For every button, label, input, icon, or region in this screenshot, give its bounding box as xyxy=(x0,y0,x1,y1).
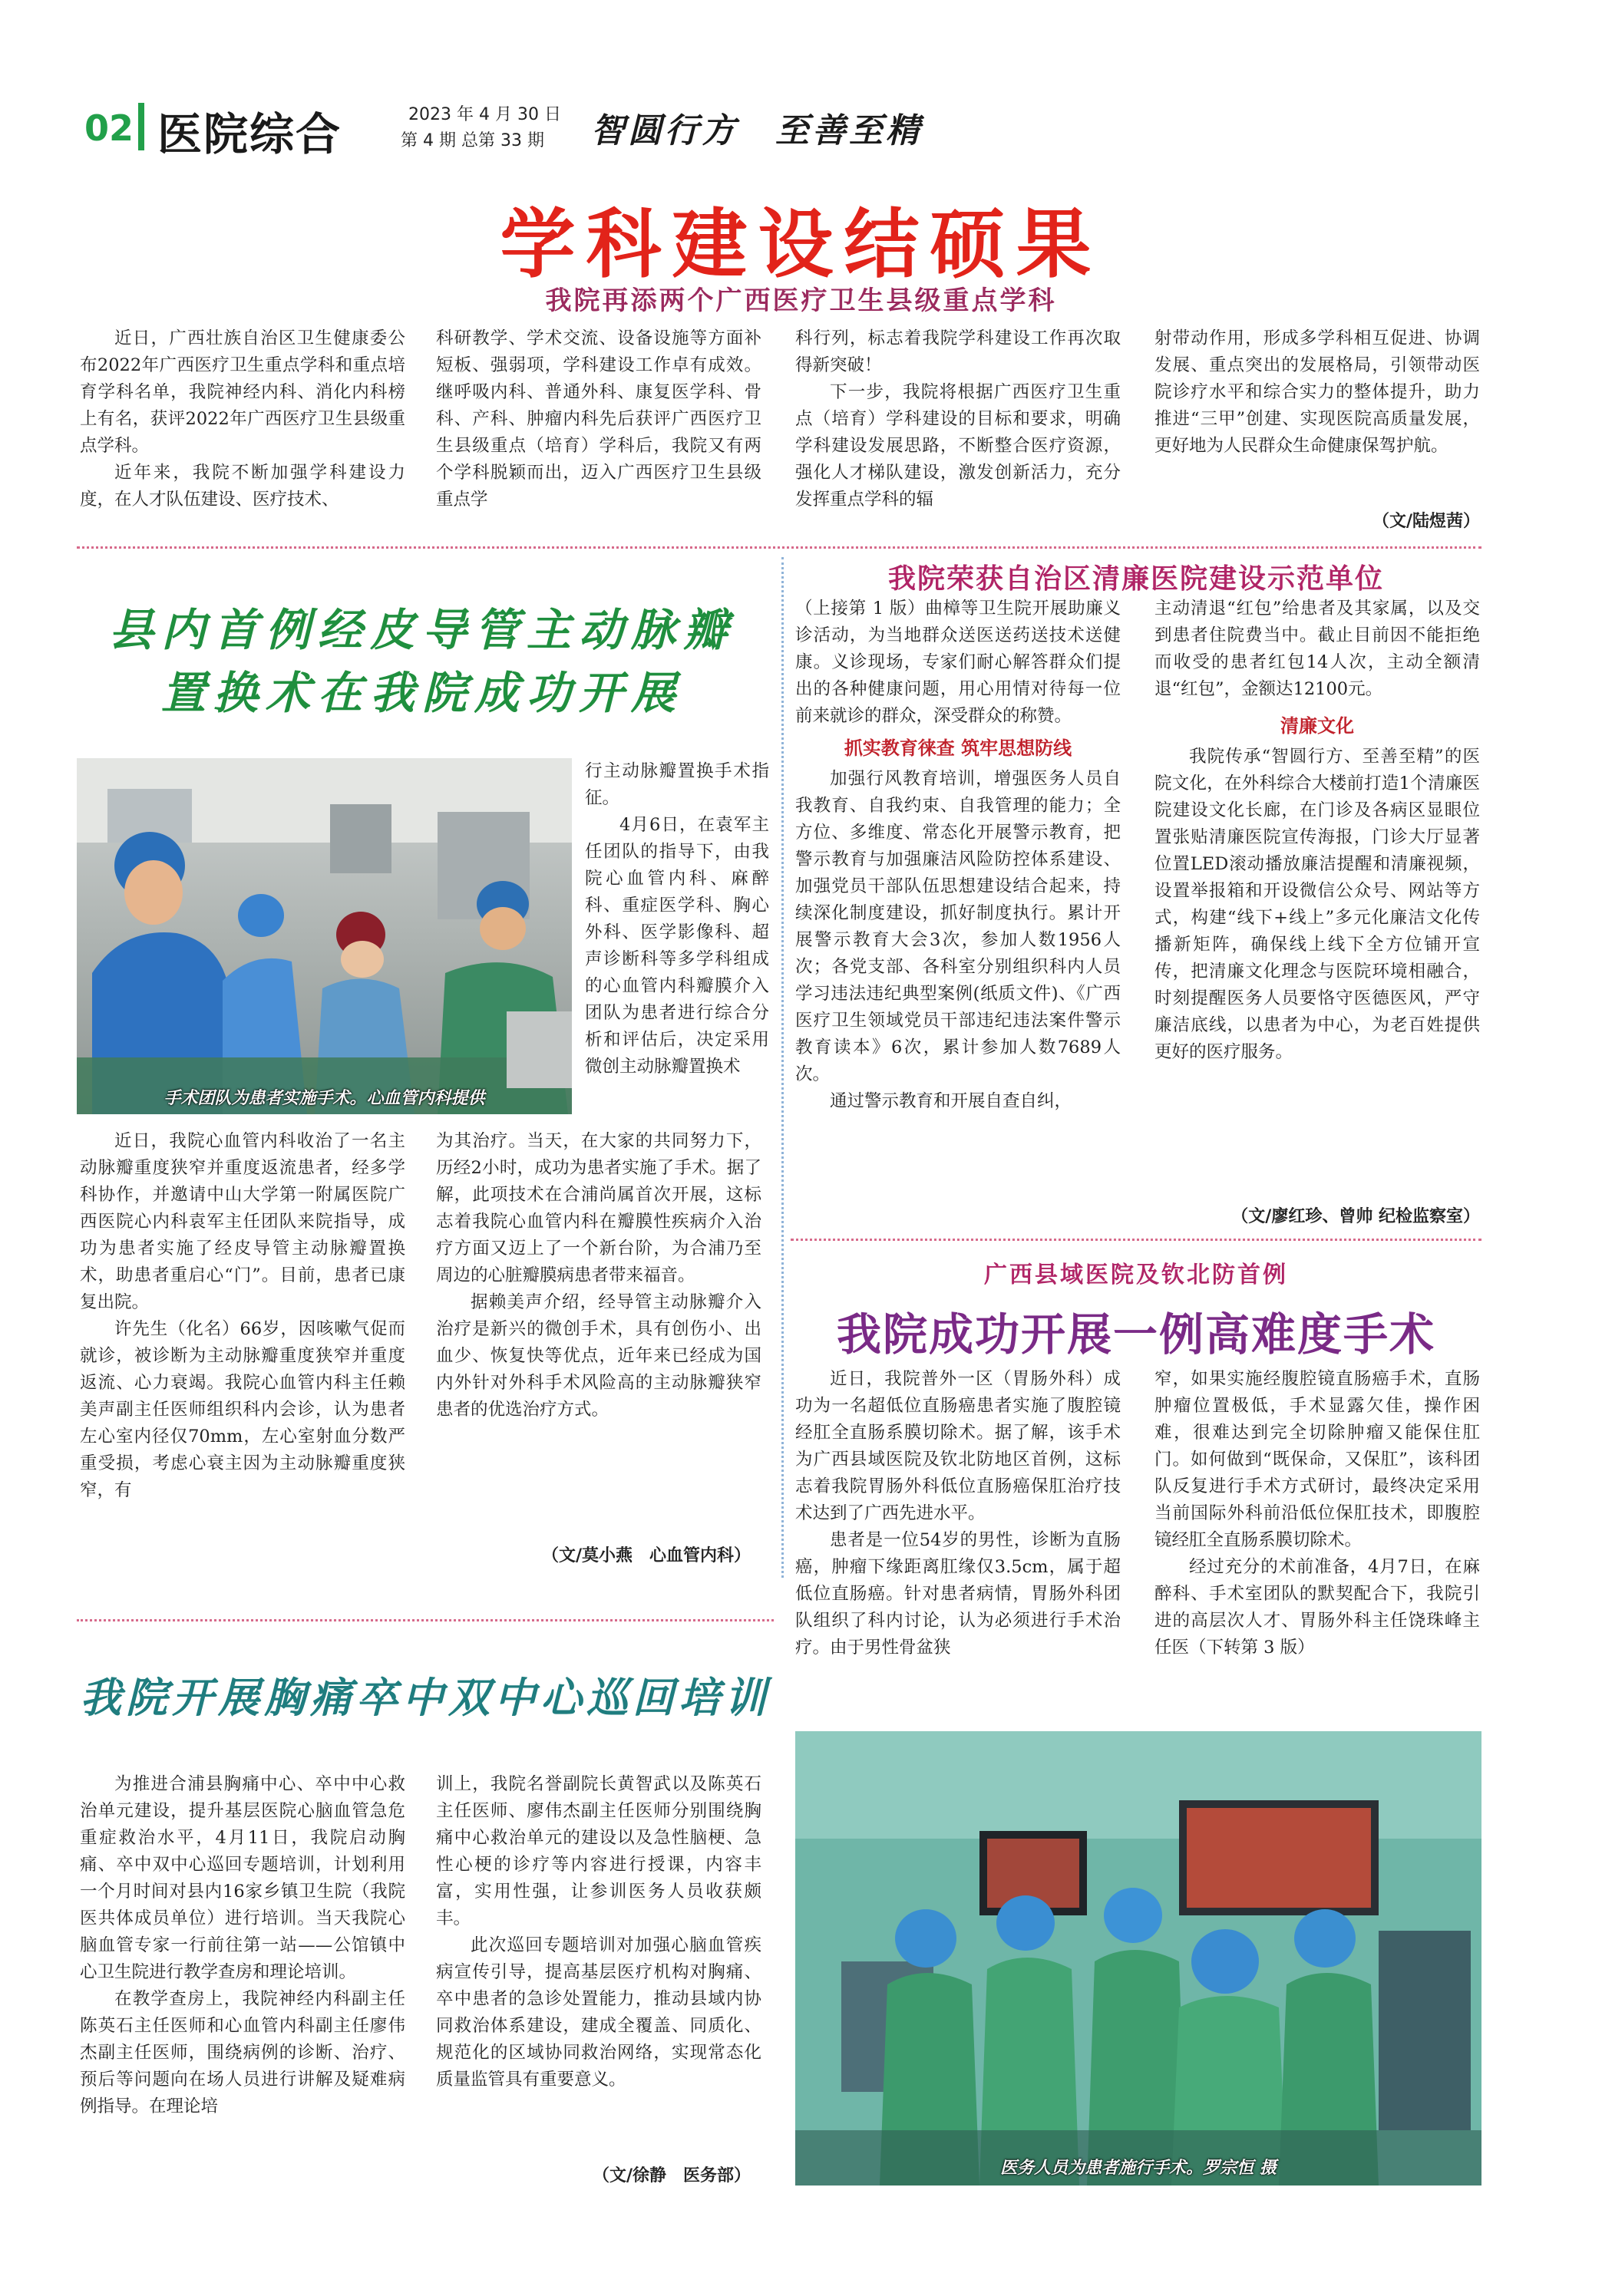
subheading: 清廉文化 xyxy=(1280,714,1354,737)
paragraph: 窄，如果实施经腹腔镜直肠癌手术，直肠肿瘤位置极低，手术显露欠佳，操作困难，很难达到完全切除肿瘤又能保住肛门。如何做到“既保命，又保肛”，该科团队反复进行手术方式研讨，最终决定采用当前国际外科前沿低位保肛技术，即腹腔镜经肛全直肠系膜切除术。 xyxy=(1154,1369,1480,1550)
valve-side-column xyxy=(585,758,769,1128)
paragraph: 患者是一位54岁的男性，诊断为直肠癌，肿瘤下缘距离肛缘仅3.5cm，属于超低位直肠癌。针对患者病情，胃肠外科团队组织了科内讨论，认为必须进行手术治疗。由于男性骨盆狭 xyxy=(795,1530,1121,1658)
paragraph: 加强行风教育培训，增强医务人员自我教育、自我约束、自我管理的能力；全方位、多维度、常态化开展警示教育，把警示教育与加强廉洁风险防控体系建设、加强党员干部队伍思想建设结合起来，持续深化制度建设，抓好制度执行。累计开展警示教育大会3次，参加人数1956人次；各党支部、各科室分别组织科内人员学习违法违纪典型案例(纸质文件)、《广西医疗卫生领域党员干部违纪违法案件警示教育读本》6次，累计参加人数7689人次。 xyxy=(795,769,1121,1084)
surgery-kicker: 广西县域医院及钦北防首例 xyxy=(984,1262,1288,1288)
paragraph: 科研教学、学术交流、设备设施等方面补短板、强弱项，学科建设工作卓有成效。继呼吸内科、普通外科、康复医学科、骨科、产科、肿瘤内科先后获评广西医疗卫生县级重点（培育）学科后，我院又有两个学科脱颖而出，迈入广西医疗卫生县级重点学 xyxy=(436,328,761,510)
colorectal-surgery-photo xyxy=(795,1731,1481,2185)
lead-column-4 xyxy=(1154,325,1480,510)
valve-surgery-photo xyxy=(77,758,572,1114)
lead-column-2 xyxy=(436,325,761,548)
paragraph: 近日，广西壮族自治区卫生健康委公布2022年广西医疗卫生重点学科和重点培育学科名单，我院神经内科、消化内科榜上有名，获评2022年广西医疗卫生县级重点学科。 xyxy=(80,328,405,456)
valve-byline: （文/莫小燕 心血管内科） xyxy=(541,1546,751,1565)
issue-number: 第 4 期 总第 33 期 xyxy=(401,131,544,150)
paragraph: 近年来，我院不断加强学科建设力度，在人才队伍建设、医疗技术、 xyxy=(80,463,405,510)
lead-column-1 xyxy=(80,325,405,548)
section-divider xyxy=(791,1239,1481,1241)
paragraph: 许先生（化名）66岁，因咳嗽气促而就诊，被诊断为主动脉瓣重度狭窄并重度返流、心力衰竭。我院心血管内科主任赖美声副主任医师组织科内会诊，认为患者左心室内径仅70mm，左心室射血分数严重受损，考虑心衰主因为主动脉瓣重度狭窄，有 xyxy=(80,1319,405,1500)
clean-byline: （文/廖红珍、曾帅 纪检监察室） xyxy=(1231,1206,1480,1226)
training-column-1 xyxy=(80,1771,405,2189)
subheading: 抓实教育徕查 筑牢思想防线 xyxy=(844,737,1072,759)
issue-date: 2023 年 4 月 30 日 xyxy=(408,105,561,124)
paragraph: 此次巡回专题培训对加强心脑血管疾病宣传引导，提高基层医疗机构对胸痛、卒中患者的急诊处置能力，推动县域内协同救治体系建设，建成全覆盖、同质化、规范化的区域协同救治网络，实现常态化质量监管具有重要意义。 xyxy=(436,1935,761,2090)
lead-subheadline: 我院再添两个广西医疗卫生县级重点学科 xyxy=(545,285,1057,316)
paragraph: 下一步，我院将根据广西医疗卫生重点（培育）学科建设的目标和要求，明确学科建设发展思路，不断整合医疗资源，强化人才梯队建设，激发创新活力，充分发挥重点学科的辐 xyxy=(795,382,1121,510)
masthead-divider xyxy=(138,103,144,150)
clean-hospital-headline: 我院荣获自治区清廉医院建设示范单位 xyxy=(887,562,1384,595)
paragraph: 我院传承“智圆行方、至善至精”的医院文化，在外科综合大楼前打造1个清廉医院建设文化长廊，在门诊及各病区显眼位置张贴清廉医院宣传海报，门诊大厅显著位置LED滚动播放廉洁提醒和清廉视频，设置举报箱和开设微信公众号、网站等方式，构建“线下+线上”多元化廉洁文化传播新矩阵，确保线上线下全方位铺开宣传，把清廉文化理念与医院环境相融合，时刻提醒医务人员要恪守医德医风，严守廉洁底线，以患者为中心，为老百姓提供更好的医疗服务。 xyxy=(1154,747,1480,1062)
paragraph: 近日，我院心血管内科收治了一名主动脉瓣重度狭窄并重度返流患者，经多学科协作，并邀请中山大学第一附属医院广西医院心内科袁军主任团队来院指导，成功为患者实施了经皮导管主动脉瓣置换术，助患者重启心“门”。目前，患者已康复出院。 xyxy=(80,1131,405,1312)
valve-column-1 xyxy=(80,1128,405,1598)
headline-line: 县内首例经皮导管主动脉瓣 xyxy=(108,604,735,656)
lead-column-3 xyxy=(795,325,1121,548)
surgery-headline: 我院成功开展一例高难度手术 xyxy=(836,1308,1435,1361)
paragraph: 射带动作用，形成多学科相互促进、协调发展、重点突出的发展格局，引领带动医院诊疗水平和综合实力的整体提升，助力推进“三甲”创建、实现医院高质量发展，更好地为人民群众生命健康保驾护航。 xyxy=(1154,328,1480,456)
photo-caption: 医务人员为患者施行手术。罗宗恒 摄 xyxy=(1000,2158,1277,2178)
surgery-column-2 xyxy=(1154,1366,1480,1727)
valve-column-2 xyxy=(436,1128,761,1535)
paragraph: 为其治疗。当天，在大家的共同努力下，历经2小时，成功为患者实施了手术。据了解，此项技术在合浦尚属首次开展，这标志着我院心血管内科在瓣膜性疾病介入治疗方面又迈上了一个新台阶，为合浦乃至周边的心脏瓣膜病患者带来福音。 xyxy=(436,1131,761,1285)
lead-byline: （文/陆煜茜） xyxy=(1372,511,1480,531)
paragraph: （上接第 1 版）曲樟等卫生院开展助廉义诊活动，为当地群众送医送药送技术送健康。义诊现场，专家们耐心解答群众们提出的各种健康问题，用心用情对待每一位前来就诊的群众，深受群众的称赞。 xyxy=(795,599,1121,726)
paragraph: 通过警示教育和开展自查自纠， xyxy=(830,1091,1072,1111)
headline-line: 置换术在我院成功开展 xyxy=(160,667,683,719)
paragraph: 科行列，标志着我院学科建设工作再次取得新突破！ xyxy=(795,328,1121,375)
paragraph: 在教学查房上，我院神经内科副主任陈英石主任医师和心血管内科副主任廖伟杰副主任医师，围绕病例的诊断、治疗、预后等问题向在场人员进行讲解及疑难病例指导。在理论培 xyxy=(80,1989,405,2116)
paragraph: 主动清退“红包”给患者及其家属，以及交到患者住院费当中。截止目前因不能拒绝而收受的患者红包14人次，主动全额清退“红包”，金额达12100元。 xyxy=(1154,599,1480,699)
paragraph: 4月6日，在袁军主任团队的指导下，由我院心血管内科、麻醉科、重症医学科、胸心外科、医学影像科、超声诊断科等多学科组成的心血管内科瓣膜介入团队为患者进行综合分析和评估后，决定采用微创主动脉瓣置换术 xyxy=(585,815,769,1077)
lead-headline: 学科建设结硕果 xyxy=(500,201,1102,289)
section-divider xyxy=(77,546,1481,549)
surgery-column-1 xyxy=(795,1366,1121,1727)
clean-column-2 xyxy=(1154,595,1480,1202)
valve-headline xyxy=(84,599,760,724)
training-column-2 xyxy=(436,1771,761,2155)
training-byline: （文/徐静 医务部） xyxy=(592,2166,751,2185)
column-divider xyxy=(781,557,784,1578)
section-divider xyxy=(77,1619,774,1621)
hospital-motto: 智圆行方 至善至精 xyxy=(591,111,923,150)
paragraph: 据赖美声介绍，经导管主动脉瓣介入治疗是新兴的微创手术，具有创伤小、出血少、恢复快等优点，近年来已经成为国内外针对外科手术风险高的主动脉瓣狭窄患者的优选治疗方式。 xyxy=(436,1292,761,1420)
paragraph: 经过充分的术前准备，4月7日，在麻醉科、手术室团队的默契配合下，我院引进的高层次人才、胃肠外科主任饶珠峰主任医（下转第 3 版） xyxy=(1154,1557,1480,1658)
photo-caption: 手术团队为患者实施手术。心血管内科提供 xyxy=(164,1088,485,1108)
paragraph: 近日，我院普外一区（胃肠外科）成功为一名超低位直肠癌患者实施了腹腔镜经肛全直肠系膜切除术。据了解，该手术为广西县域医院及钦北防地区首例，这标志着我院胃肠外科低位直肠癌保肛治疗技术达到了广西先进水平。 xyxy=(795,1369,1121,1523)
paragraph: 行主动脉瓣置换手术指征。 xyxy=(585,761,769,808)
training-headline: 我院开展胸痛卒中双中心巡回培训 xyxy=(80,1673,771,1722)
paragraph: 为推进合浦县胸痛中心、卒中中心救治单元建设，提升基层医院心脑血管急危重症救治水平，4月11日，我院启动胸痛、卒中双中心巡回专题培训，计划利用一个月时间对县内16家乡镇卫生院（我院医共体成员单位）进行培训。当天我院心脑血管专家一行前往第一站——公馆镇中心卫生院进行教学查房和理论培训。 xyxy=(80,1774,405,1982)
section-name: 医院综合 xyxy=(157,108,342,160)
paragraph: 训上，我院名誉副院长黄智武以及陈英石主任医师、廖伟杰副主任医师分别围绕胸痛中心救治单元的建设以及急性脑梗、急性心梗的诊疗等内容进行授课，内容丰富，实用性强，让参训医务人员收获颇丰。 xyxy=(436,1774,761,1928)
page-number: 02 xyxy=(84,107,134,149)
